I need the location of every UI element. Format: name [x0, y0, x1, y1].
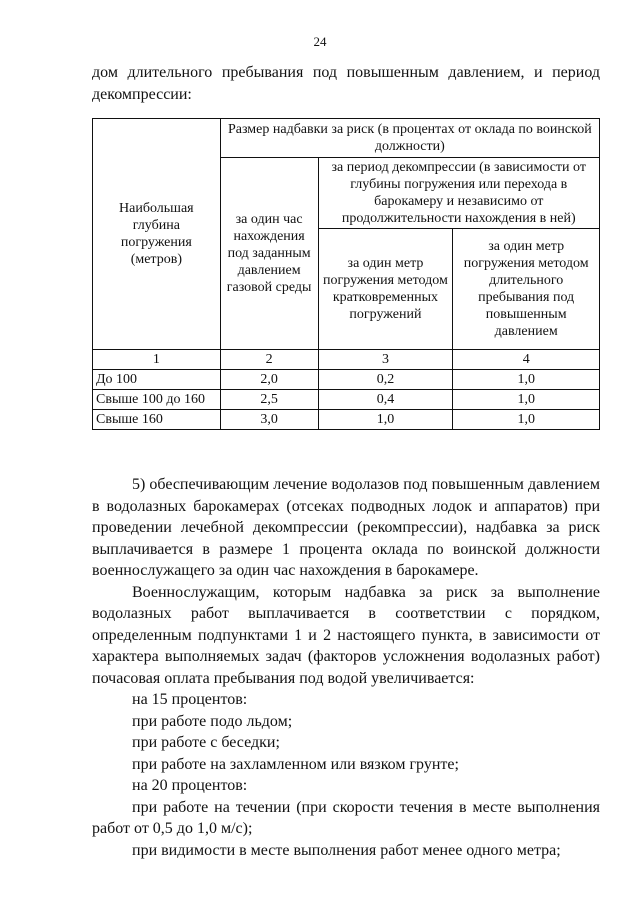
short-cell: 1,0	[318, 410, 453, 430]
col-number: 4	[453, 350, 600, 370]
list-item: при работе подо льдом;	[132, 712, 293, 730]
paragraph-conditions: Военнослужащим, которым надбавка за риск за выполнение водолазных работ выплачивается в соответствии с порядком, определенным подпунктами 1 и 2 настоящего пункта, в зависимости от характера выполняемых задач (факторов усложнения водолазных работ) почасовая оплата пребывания под водой увеличивается:	[92, 583, 600, 687]
table-row	[93, 390, 600, 410]
long-cell: 1,0	[453, 410, 600, 430]
depth-cell: До 100	[93, 370, 221, 390]
long-cell: 1,0	[453, 390, 600, 410]
header-short: за один метр погружения методом кратковременных погружений	[318, 229, 453, 350]
header-long: за один метр погружения методом длительного пребывания под повышенным давлением	[453, 229, 600, 350]
long-cell: 1,0	[453, 370, 600, 390]
header-per-hour: за один час нахождения под заданным давлением газовой среды	[220, 158, 318, 350]
list-item: на 15 процентов:	[132, 691, 248, 708]
table-row	[93, 410, 600, 430]
list-item: при работе на захламленном или вязком грунте;	[132, 755, 459, 773]
depth-cell: Свыше 160	[93, 410, 221, 430]
risk-allowance-table	[92, 118, 600, 430]
per-hour-cell: 2,5	[220, 390, 318, 410]
col-number: 1	[93, 350, 221, 370]
paragraph-item-5: 5) обеспечивающим лечение водолазов под повышенным давлением в водолазных барокамерах (отсеках подводных лодок и аппаратов) при проведении лечебной декомпрессии (рекомпрессии), надбавка за риск выплачивается в размере 1 процента оклада по воинской должности военнослужащего за один час нахождения в барокамере.	[92, 476, 600, 579]
header-depth: Наибольшая глубина погружения (метров)	[93, 119, 221, 350]
intro-paragraph: дом длительного пребывания под повышенным давлением, и период декомпрессии:	[92, 64, 600, 103]
header-rate: Размер надбавки за риск (в процентах от оклада по воинской должности)	[220, 119, 599, 158]
list-item: при видимости в месте выполнения работ менее одного метра;	[132, 841, 561, 859]
table-number-row	[93, 350, 600, 370]
depth-cell: Свыше 100 до 160	[93, 390, 221, 410]
col-number: 2	[220, 350, 318, 370]
col-number: 3	[318, 350, 453, 370]
body-text	[92, 474, 600, 861]
per-hour-cell: 2,0	[220, 370, 318, 390]
table-row	[93, 370, 600, 390]
list-item: при работе на течении (при скорости течения в месте выполнения работ от 0,5 до 1,0 м/с);	[92, 798, 600, 837]
per-hour-cell: 3,0	[220, 410, 318, 430]
page-number: 24	[313, 34, 327, 49]
list-item: на 20 процентов:	[132, 777, 248, 794]
short-cell: 0,2	[318, 370, 453, 390]
table-header-row	[93, 119, 600, 158]
short-cell: 0,4	[318, 390, 453, 410]
header-decompression: за период декомпрессии (в зависимости от глубины погружения или перехода в барокамеру и независимо от продолжительности нахождения в ней)	[318, 158, 599, 229]
list-item: при работе с беседки;	[132, 734, 280, 751]
